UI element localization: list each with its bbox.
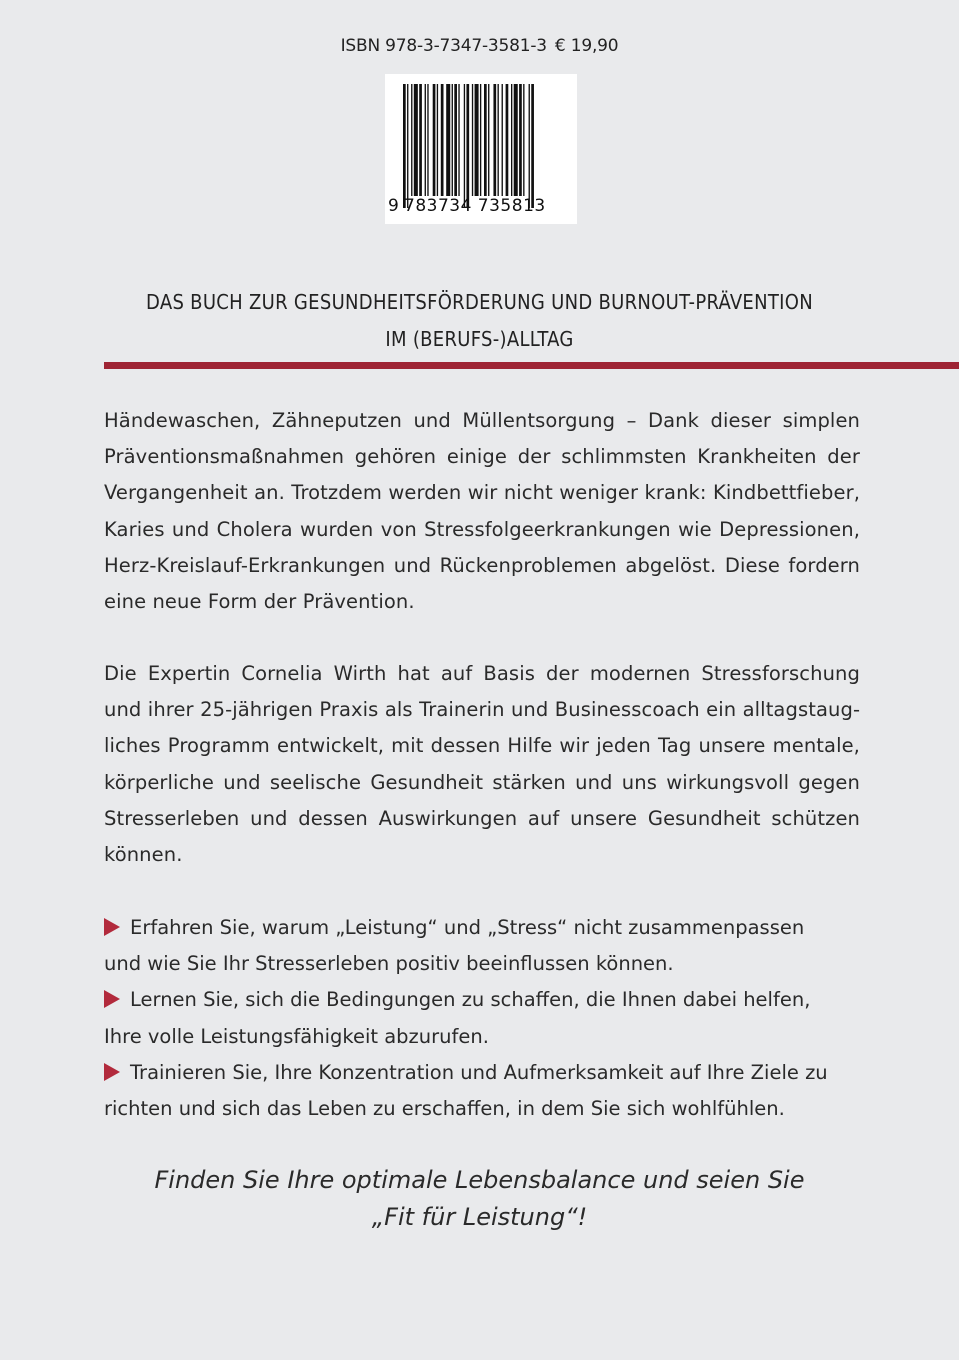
benefit-item (104, 982, 860, 1054)
closing-statement (60, 1162, 899, 1236)
closing-line-1: Finden Sie Ihre optimale Lebensbalance und seien Sie (154, 1166, 805, 1194)
benefit-item (104, 910, 860, 982)
barcode-bar (475, 84, 479, 196)
price-text: € 19,90 (554, 36, 619, 56)
barcode (385, 74, 577, 224)
intro-paragraph: Händewaschen, Zähneputzen und Müllentsorgung – Dank dieser simplen Präventionsmaßnahmen gehören einige der schlimmsten Krankheiten der Vergangenheit an. Trotzdem werden wir nicht weniger krank: Kindbettfieber, Karies und Cholera wurden von Stressfolgeerkrankungen wie Depressionen, Herz-Kreislauf-Erkrankungen und Rückenproblemen abgelöst. Diese fordern eine neue Form der Prävention. (104, 409, 860, 614)
benefit-item (104, 1055, 860, 1127)
barcode-bar (407, 84, 408, 208)
barcode-bar (466, 84, 469, 208)
barcode-bar (446, 84, 450, 196)
barcode-bar (484, 84, 487, 196)
benefit-list (104, 910, 860, 1127)
barcode-bar (506, 84, 509, 196)
barcode-bar (480, 84, 481, 196)
isbn-text: ISBN 978-3-7347-3581-3 (340, 36, 547, 56)
benefit-line-2: und wie Sie Ihr Stresserleben positiv beeinflussen können. (104, 952, 674, 976)
barcode-bar (502, 84, 503, 196)
barcode-bar (403, 84, 406, 208)
barcode-digit-groups: 783734 735813 (404, 196, 546, 216)
barcode-bar (531, 84, 534, 208)
barcode-bar (523, 84, 524, 196)
benefit-line-2: richten und sich das Leben zu erschaffen, in dem Sie sich wohlfühlen. (104, 1097, 785, 1121)
barcode-bar (488, 84, 489, 196)
isbn-price-line (0, 36, 959, 56)
barcode-bar (454, 84, 457, 196)
benefit-line-1: Trainieren Sie, Ihre Konzentration und Aufmerksamkeit auf Ihre Ziele zu (130, 1060, 828, 1084)
triangle-bullet-icon (104, 990, 120, 1008)
benefit-line-2: Ihre volle Leistungsfähigkeit abzurufen. (104, 1024, 489, 1048)
barcode-bar (419, 84, 422, 196)
barcode-bar (452, 84, 453, 196)
accent-rule (104, 362, 959, 369)
headline-line-1: DAS BUCH ZUR GESUNDHEITSFÖRDERUNG UND BURNOUT-PRÄVENTION (146, 290, 813, 314)
barcode-bar (437, 84, 438, 196)
barcode-bar (427, 84, 428, 196)
barcode-bar (433, 84, 436, 196)
author-paragraph: Die Expertin Cornelia Wirth hat auf Basis der modernen Stressforschung und ihrer 25-jährigen Praxis als Trainerin und Businesscoach ein alltagstaugliches Programm entwickelt, mit dessen Hilfe wir jeden Tag unsere mentale, körperliche und seelische Gesundheit stärken und uns wirkungsvoll gegen Stresserleben und dessen Auswirkungen auf unsere Gesundheit schützen können. (104, 662, 860, 867)
triangle-bullet-icon (104, 1063, 120, 1081)
benefit-line-1: Lernen Sie, sich die Bedingungen zu schaffen, die Ihnen dabei helfen, (130, 988, 811, 1012)
headline-line-2: IM (BERUFS-)ALLTAG (385, 327, 574, 351)
barcode-bar (425, 84, 426, 196)
barcode-bar (464, 84, 465, 208)
barcode-first-digit: 9 (388, 196, 400, 216)
triangle-bullet-icon (104, 918, 120, 936)
headline (60, 284, 899, 358)
barcode-bar (441, 84, 444, 196)
barcode-bar (511, 84, 512, 196)
barcode-bar (472, 84, 473, 196)
barcode-bar (498, 84, 499, 196)
barcode-bar (519, 84, 522, 196)
barcode-bar (493, 84, 496, 196)
benefit-line-1: Erfahren Sie, warum „Leistung“ und „Stress“ nicht zusammenpassen (130, 916, 805, 939)
barcode-bar (411, 84, 412, 196)
barcode-bar (514, 84, 518, 196)
barcode-bar (458, 84, 459, 196)
closing-line-2: „Fit für Leistung“! (371, 1203, 588, 1231)
barcode-bar (414, 84, 418, 196)
barcode-bar (529, 84, 530, 208)
